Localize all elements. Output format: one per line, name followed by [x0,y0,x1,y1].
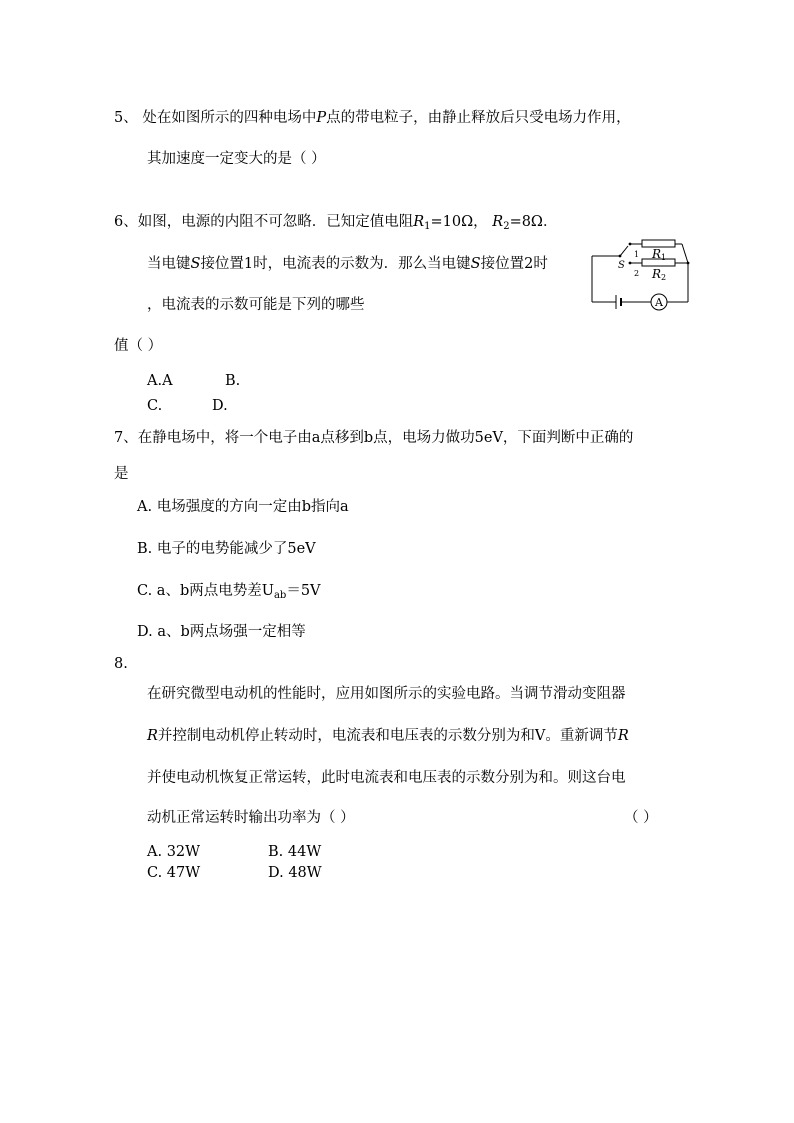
ammeter-label: A [655,296,663,309]
r1-label: R1 [652,247,667,262]
switch-blade [620,246,628,256]
q6-option-d: D. [212,398,228,414]
resistor-r1 [642,240,675,247]
switch-contact-1 [629,243,632,246]
pos1-label: 1 [634,250,640,259]
junction-node [687,262,690,265]
q6-line4: 值（ ） [114,338,163,354]
q8-line2: R并控制电动机停止转动时，电流表和电压表的示数分别为和V。重新调节R [147,728,629,744]
q8-option-a: A. 32W [147,844,201,860]
q7-option-d: D. a、b两点场强一定相等 [137,624,306,640]
q8-line3: 并使电动机恢复正常运转，此时电流表和电压表的示数分别为和。则这台电 [147,770,626,786]
q7-line2: 是 [114,466,129,482]
q5-line2: 其加速度一定变大的是（ ） [147,151,326,167]
switch-label: S [618,260,625,271]
q8-option-d: D. 48W [268,865,322,881]
q8-number: 8. [114,656,128,672]
q8-option-c: C. 47W [147,865,201,881]
q6-option-a: A.A [147,373,173,389]
q8-option-b: B. 44W [268,844,322,860]
q8-line1: 在研究微型电动机的性能时，应用如图所示的实验电路。当调节滑动变阻器 [147,686,626,702]
q6-line2: 当电键S接位置1时，电流表的示数为．那么当电键S接位置2时 [147,256,548,272]
q6-line1: 6、如图，电源的内阻不可忽略．已知定值电阻$R_1=10\Omega$， $R_2=8\Omega$． [114,214,558,232]
pos2-label: 2 [634,269,640,278]
q7-option-c: C. a、b两点电势差$U_{ab}=5V$ [137,583,321,601]
q7-option-b: B. 电子的电势能减少了5eV [137,541,316,557]
switch-pivot [619,255,622,258]
circuit-diagram [590,238,690,314]
switch-contact-2 [629,262,632,265]
q6-option-b: B. [225,373,241,389]
q5-line1: 5、 处在如图所示的四种电场中P点的带电粒子，由静止释放后只受电场力作用， [114,110,631,126]
q6-line3: ，电流表的示数可能是下列的哪些 [147,297,365,313]
q8-line4: 动机正常运转时输出功率为（ ） [147,810,355,826]
q7-line1: 7、在静电场中，将一个电子由a点移到b点，电场力做功5eV，下面判断中正确的 [114,430,634,446]
q8-answer-bracket: （ ） [624,810,658,826]
q7-option-a: A. 电场强度的方向一定由b指向a [137,499,349,515]
q6-option-c: C. [147,398,163,414]
r2-label: R2 [652,267,667,282]
